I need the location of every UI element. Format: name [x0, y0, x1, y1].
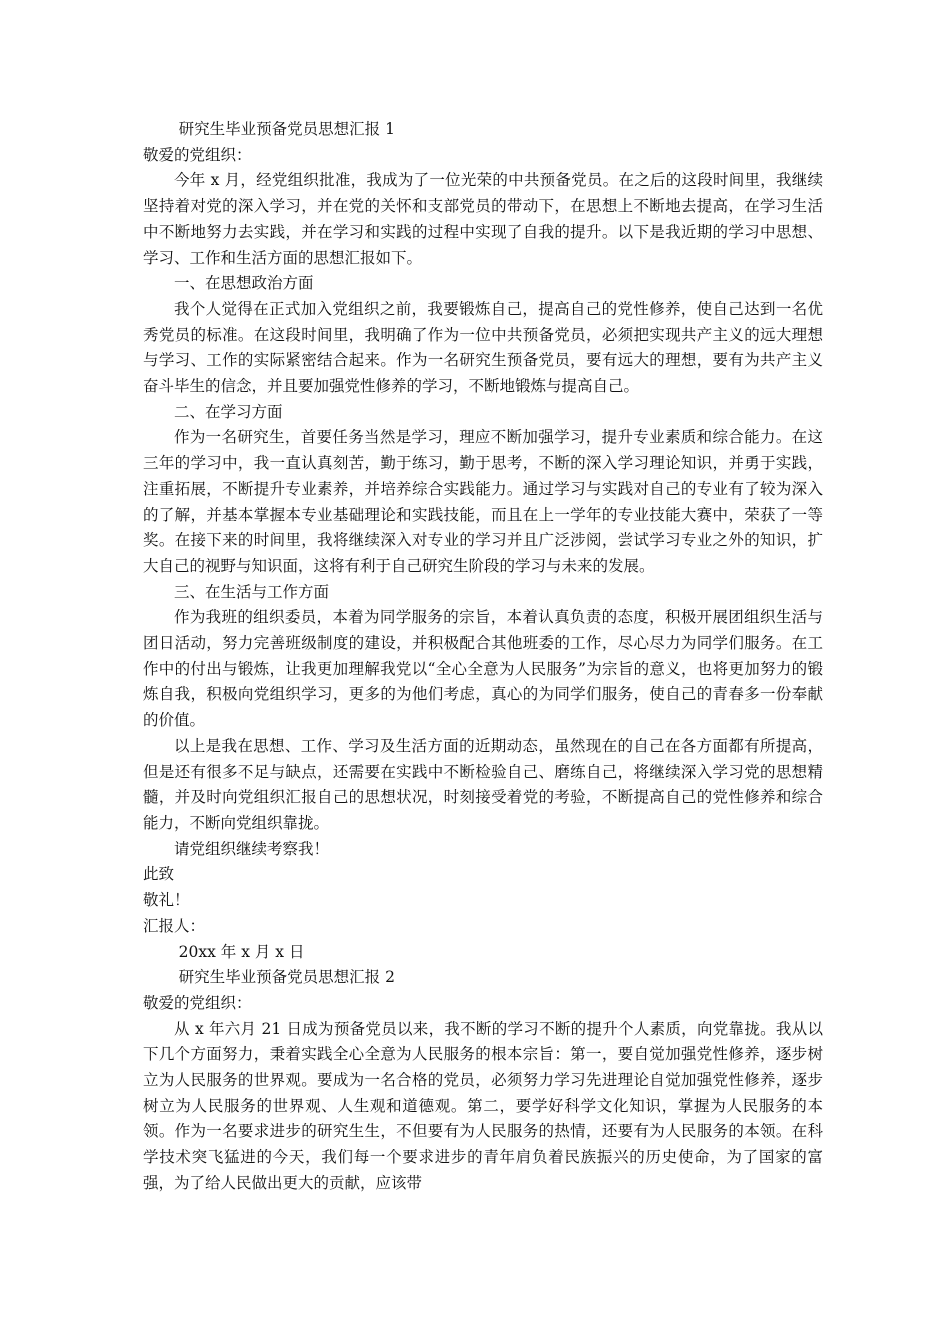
- section1-heading: 一、在思想政治方面: [174, 274, 314, 293]
- report1-salutation: 敬爱的党组织：: [143, 145, 252, 164]
- reporter-line: 汇报人：: [143, 916, 206, 935]
- closing-line-1: 此致: [143, 865, 175, 884]
- date-line: 20xx 年 x 月 x 日: [178, 942, 305, 961]
- section1-paragraph: 我个人觉得在正式加入党组织之前，我要锻炼自己，提高自己的党性修养，使自己达到一名优秀党员的标准。在这段时间里，我明确了作为一位中共预备党员，必须把实现共产主义的远大理想与学习、工作的实际紧密结合起来。作为一名研究生预备党员，要有远大的理想，要有为共产主义奋斗毕生的信念，并且要加强党性修养的学习，不断地锻炼与提高自己。: [143, 299, 823, 396]
- conclusion-paragraph: 以上是我在思想、工作、学习及生活方面的近期动态，虽然现在的自己在各方面都有所提高，但是还有很多不足与缺点，还需要在实践中不断检验自己、磨练自己，将继续深入学习党的思想精髓，并及时向党组织汇报自己的思想状况，时刻接受着党的考验，不断提高自己的党性修养和综合能力，不断向党组织靠拢。: [143, 736, 823, 832]
- section2-paragraph: 作为一名研究生，首要任务当然是学习，理应不断加强学习，提升专业素质和综合能力。在这三年的学习中，我一直认真刻苦，勤于练习，勤于思考，不断的深入学习理论知识，并勇于实践，注重拓展，不断提升专业素养，并培养综合实践能力。通过学习与实践对自己的专业有了较为深入的了解，并基本掌握本专业基础理论和实践技能，而且在上一学年的专业技能大赛中，荣获了一等奖。在接下来的时间里，我将继续深入对专业的学习并且广泛涉阅，尝试学习专业之外的知识，扩大自己的视野与知识面，这将有利于自己研究生阶段的学习与未来的发展。: [143, 428, 823, 575]
- section3-paragraph: 作为我班的组织委员，本着为同学服务的宗旨，本着认真负责的态度，积极开展团组织生活与团日活动，努力完善班级制度的建设，并积极配合其他班委的工作，尽心尽力为同学们服务。在工作中的付出与锻炼，让我更加理解我党以“全心全意为人民服务”为宗旨的意义，也将更加努力的锻炼自我，积极向党组织学习，更多的为他们考虑，真心的为同学们服务，使自己的青春多一份奉献的价值。: [143, 608, 823, 730]
- section2-heading: 二、在学习方面: [174, 402, 283, 421]
- document-body: [143, 117, 823, 1197]
- section3-heading: 三、在生活与工作方面: [174, 582, 330, 601]
- closing-line-2: 敬礼！: [143, 891, 190, 910]
- report2-salutation: 敬爱的党组织：: [143, 993, 252, 1012]
- report2-body-paragraph: 从 x 年六月 21 日成为预备党员以来，我不断的学习不断的提升个人素质，向党靠拢。我从以下几个方面努力，秉着实践全心全意为人民服务的根本宗旨：第一，要自觉加强党性修养，逐步树立为人民服务的世界观。要成为一名合格的党员，必须努力学习先进理论自觉加强党性修养，逐步树立为人民服务的世界观、人生观和道德观。第二，要学好科学文化知识，掌握为人民服务的本领。作为一名要求进步的研究生生，不但要有为人民服务的热情，还要有为人民服务的本领。在科学技术突飞猛进的今天，我们每一个要求进步的青年肩负着民族振兴的历史使命，为了国家的富强，为了给人民做出更大的贡献，应该带: [143, 1019, 823, 1192]
- report1-title: 研究生毕业预备党员思想汇报 1: [178, 120, 395, 138]
- request-line: 请党组织继续考察我！: [174, 839, 330, 858]
- report2-title: 研究生毕业预备党员思想汇报 2: [178, 968, 395, 987]
- report1-intro-paragraph: 今年 x 月，经党组织批准，我成为了一位光荣的中共预备党员。在之后的这段时间里，我继续坚持着对党的深入学习，并在党的关怀和支部党员的带动下，在思想上不断地去提高，在学习生活中不断地努力去实践，并在学习和实践的过程中实现了自我的提升。以下是我近期的学习中思想、学习、工作和生活方面的思想汇报如下。: [143, 171, 823, 267]
